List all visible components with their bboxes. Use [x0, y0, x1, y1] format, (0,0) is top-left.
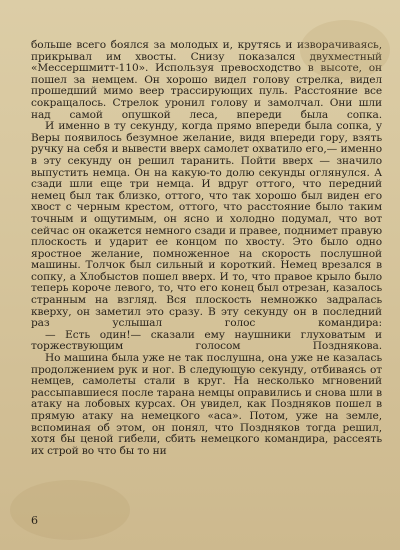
paper-stain — [10, 480, 130, 540]
paragraph-2: И именно в ту секунду, когда прямо впереди была сопка, у Веры появилось безумное желание, видя впереди гору, взять ручку на себя и вывести вверх самолет охватило его,— именно в эту секунду он решил таранить. Пойти вверх — значило выпустить немца. Он на какую-то долю секунды оглянулся. А сзади шли еще три немца. И вдруг оттого, что передний немец был так близко, оттого, что так хорошо был виден его хвост с черным крестом, оттого, что расстояние было таким точным и ощутимым, он ясно и холодно подумал, что вот сейчас он окажется немного сзади и правее, поднимет правую плоскость и ударит ее концом по хвосту. Это было одно яростное желание, помноженное на скорость послушной машины. Толчок был сильный и короткий. Немец врезался в сопку, а Хлобыстов пошел вверх. И то, что правое крыло было теперь короче левого, то, что его конец был отрезан, казалось странным на взгляд. Вся плоскость немножко задралась кверху, он заметил это сразу. В эту секунду он в последний раз услышал голос командира: — [31, 120, 382, 330]
body-text — [31, 40, 382, 457]
paragraph-3: — Есть один!— сказали ему наушники глуховатым и торжествующим голосом Позднякова. — [31, 328, 382, 353]
paragraph-4: Но машина была уже не так послушна, она уже не казалась продолжением рук и ног. В следующую секунду, отбиваясь от немцев, самолеты стали в круг. На несколько мгновений рассыпавшиеся после тарана немцы оправились и снова шли в атаку на лобовых курсах. Он увидел, как Поздняков пошел в прямую атаку на немецкого «аса». Потом, уже на земле, вспоминая об этом, он понял, что Поздняков тогда решил, хотя бы ценой гибели, сбить немецкого командира, рассеять их строй во что бы то ни — [31, 352, 382, 457]
page-number: 6 — [31, 514, 38, 527]
paragraph-1: больше всего боялся за молодых и, крутясь и изворачиваясь, прикрывал им хвосты. Снизу показался двухместный «Мессершмитт-110». Используя превосходство в высоте, он пошел за немцем. Он хорошо видел голову стрелка, видел прошедший мимо веер трассирующих пуль. Расстояние все сокращалось. Стрелок уронил голову и замолчал. Они шли над самой опушкой леса, впереди была сопка. — [31, 39, 382, 121]
